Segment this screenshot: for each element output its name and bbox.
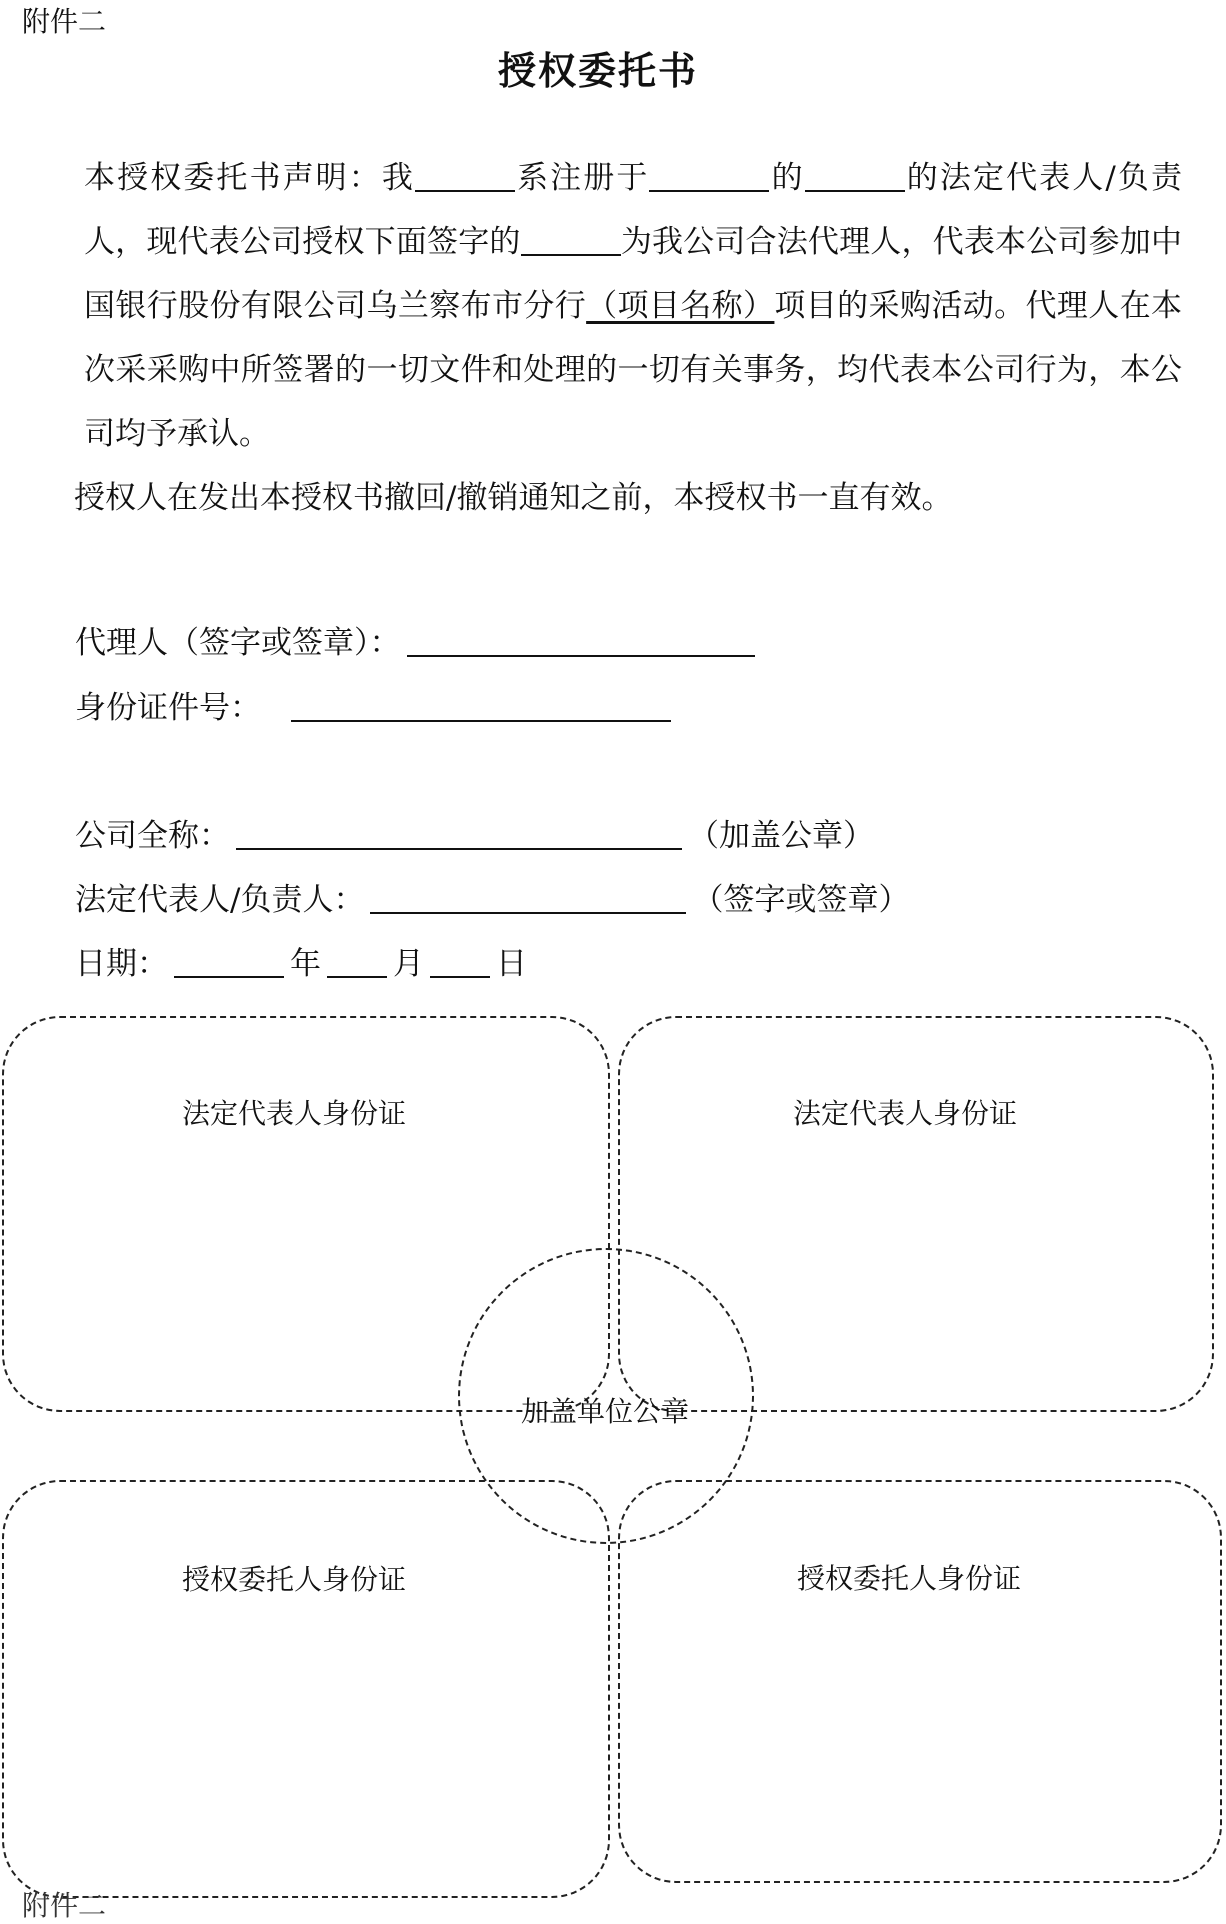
footer-attachment-fragment: 附件二 (22, 1889, 107, 1922)
legal-rep-line (75, 874, 909, 919)
project-name: （项目名称） (586, 288, 775, 324)
declaration-text-e: 为我公司合法代理人，代表本公司参加中国银行股份有限公司乌兰察布市分行 (84, 224, 1182, 324)
company-name-line (75, 810, 874, 855)
date-day-blank[interactable] (430, 946, 490, 978)
legal-rep-blank[interactable] (370, 882, 686, 914)
date-year-label: 年 (290, 946, 321, 982)
authorizer-id-box-right (618, 1480, 1222, 1883)
attachment-label: 附件二 (22, 5, 107, 38)
legal-rep-label: 法定代表人/负责人： (75, 882, 365, 918)
id-number-label: 身份证件号： (75, 690, 261, 726)
declaration-text-d: 的法定代表人/负责人，现代表公司授权下面签字的 (84, 160, 1183, 260)
date-label: 日期： (75, 946, 168, 982)
legal-rep-id-label-left: 法定代表人身份证 (182, 1097, 407, 1130)
declaration-text-a: 本授权委托书声明：我 (84, 160, 415, 196)
agent-name-blank[interactable] (521, 224, 621, 256)
id-number-blank[interactable] (291, 690, 671, 722)
company-full-name-blank[interactable] (236, 818, 682, 850)
agent-signature-label: 代理人（签字或签章）： (75, 625, 401, 661)
declaration-text-c: 的 (769, 160, 805, 196)
authorizer-id-box-left (2, 1480, 610, 1898)
id-number-line (75, 682, 677, 727)
agent-signature-line (75, 617, 761, 662)
company-name-blank[interactable] (805, 160, 905, 192)
authorizer-id-label-right: 授权委托人身份证 (797, 1562, 1022, 1595)
declarant-name-blank[interactable] (415, 160, 515, 192)
date-line (75, 938, 527, 983)
company-seal-label: 加盖单位公章 (520, 1395, 689, 1428)
validity-paragraph: 授权人在发出本授权书撤回/撤销通知之前，本授权书一直有效。 (74, 480, 953, 516)
date-month-blank[interactable] (327, 946, 387, 978)
declaration-paragraph (22, 146, 1182, 530)
agent-signature-blank[interactable] (407, 625, 755, 657)
legal-rep-id-label-right: 法定代表人身份证 (793, 1097, 1018, 1130)
company-seal-note: （加盖公章） (688, 818, 874, 854)
company-name-label: 公司全称： (75, 818, 230, 854)
authorizer-id-label-left: 授权委托人身份证 (182, 1563, 407, 1596)
legal-rep-note: （签字或签章） (692, 882, 910, 918)
date-month-label: 月 (393, 946, 424, 982)
date-year-blank[interactable] (174, 946, 284, 978)
date-day-label: 日 (496, 946, 527, 982)
declaration-text-b: 系注册于 (514, 160, 650, 196)
declaration-text-f: 项目的采购活动。代理人在本次采采购中所签署的一切文件和处理的一切有关事务，均代表本公司行为，本公司均予承认。 (84, 288, 1183, 452)
document-title: 授权委托书 (497, 48, 698, 93)
registration-place-blank[interactable] (649, 160, 769, 192)
